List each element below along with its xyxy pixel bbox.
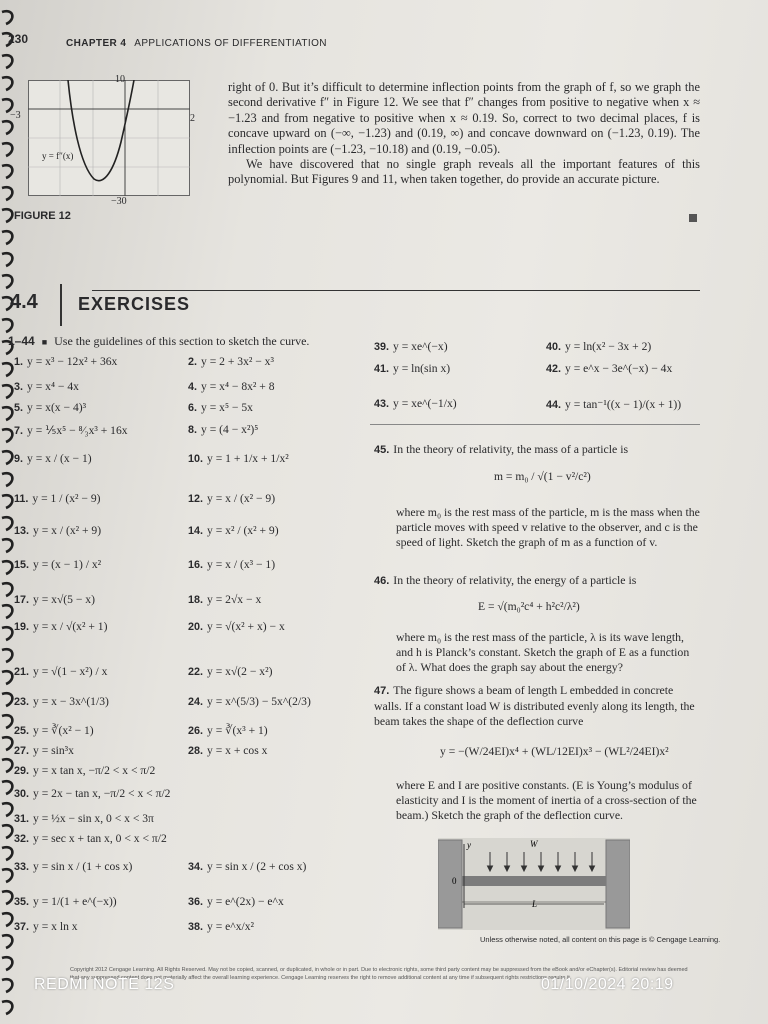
exercise-item	[188, 695, 311, 708]
exercise-equation: y = ∛(x² − 1)	[33, 724, 94, 737]
exercise-equation: y = x / (x − 1)	[27, 452, 92, 465]
paragraph-2: We have discovered that no single graph reveals all the important features of this polynomial. But Figures 9 and 11, when taken together, do provide an accurate picture.	[228, 157, 700, 187]
exercise-item	[188, 380, 275, 393]
datetime-watermark: 01/10/2024 20:19	[541, 976, 674, 993]
exercise-item	[14, 524, 101, 537]
exercise-number: 23.	[14, 696, 30, 708]
problem-47-formula: y = −(W/24EI)x⁴ + (WL/12EI)x³ − (WL²/24EI)x²	[440, 745, 669, 758]
problem-46	[374, 573, 700, 589]
exercise-item	[14, 558, 101, 571]
exercise-equation: y = xe^(−1/x)	[393, 397, 457, 410]
exercise-number: 21.	[14, 666, 30, 678]
exercise-number: 5.	[14, 402, 24, 414]
exercise-number: 19.	[14, 621, 30, 633]
exercise-equation: y = e^(2x) − e^x	[207, 895, 284, 908]
body-text	[228, 80, 700, 188]
exercise-number: 24.	[188, 696, 204, 708]
exercise-number: 22.	[188, 666, 204, 678]
exercise-equation: y = x⁴ − 4x	[27, 380, 79, 393]
exercise-equation: y = x(x − 4)³	[27, 401, 87, 414]
exercise-item	[14, 452, 92, 465]
exercise-number: 18.	[188, 594, 204, 606]
page-number: 230	[8, 32, 29, 46]
problem-46-number: 46.	[374, 575, 390, 587]
exercise-item	[188, 895, 284, 908]
exercise-item	[14, 832, 167, 845]
exercise-equation: y = sin x / (2 + cos x)	[207, 860, 307, 873]
exercise-item	[14, 895, 117, 908]
x-min-label: −3	[10, 110, 21, 121]
problem-47	[374, 683, 700, 729]
exercise-item	[374, 397, 457, 410]
exercise-item	[14, 380, 79, 393]
problem-45	[374, 442, 700, 458]
exercise-item	[188, 401, 253, 414]
exercise-number: 40.	[546, 341, 562, 353]
problem-46-formula: E = √(m₀²c⁴ + h²c²/λ²)	[478, 600, 580, 613]
beam-y-label: y	[467, 840, 471, 850]
exercise-equation: y = x − 3x^(1/3)	[33, 695, 109, 708]
exercise-number: 28.	[188, 745, 204, 757]
exercise-number: 13.	[14, 525, 30, 537]
exercise-equation: y = x⁴ − 8x² + 8	[201, 380, 275, 393]
section-rule	[92, 290, 700, 291]
exercise-number: 2.	[188, 356, 198, 368]
exercise-equation: y = x⁵ − 5x	[201, 401, 253, 414]
exercise-equation: y = x ln x	[33, 920, 78, 933]
exercise-equation: y = x^(5/3) − 5x^(2/3)	[207, 695, 311, 708]
exercise-equation: y = x tan x, −π/2 < x < π/2	[33, 764, 156, 777]
exercise-equation: y = ⅕x⁵ − ⁸⁄₃x³ + 16x	[27, 424, 128, 437]
exercise-item	[14, 423, 128, 437]
exercise-item	[188, 723, 268, 737]
exercise-equation: y = x / (x² − 9)	[207, 492, 276, 505]
exercise-number: 27.	[14, 745, 30, 757]
exercise-equation: y = e^x − 3e^(−x) − 4x	[565, 362, 673, 375]
beam-figure	[438, 838, 630, 930]
exercise-item	[14, 695, 109, 708]
exercise-number: 32.	[14, 833, 30, 845]
exercise-item	[188, 744, 267, 757]
exercise-item	[14, 920, 78, 933]
exercise-item	[188, 620, 285, 633]
exercise-number: 25.	[14, 725, 30, 737]
problem-47-text: where E and I are positive constants. (E is Young’s modulus of elasticity and I is the moment of inertia of a cross-section of the beam.) Sketch the graph of the deflection curve.	[396, 778, 697, 822]
section-title: EXERCISES	[78, 294, 191, 314]
exercise-number: 20.	[188, 621, 204, 633]
exercise-item	[14, 860, 132, 873]
exercise-equation: y = sin³x	[33, 744, 74, 757]
problem-47-number: 47.	[374, 685, 390, 697]
section-number: 4.4	[10, 291, 38, 313]
exercise-number: 12.	[188, 493, 204, 505]
beam-w-label: W	[530, 839, 538, 849]
exercise-equation: y = x² / (x² + 9)	[207, 524, 279, 537]
exercise-equation: y = ½x − sin x, 0 < x < 3π	[33, 812, 154, 825]
problem-45-formula: m = m₀ / √(1 − v²/c²)	[494, 470, 591, 483]
exercise-number: 6.	[188, 402, 198, 414]
exercise-equation: y = x / (x³ − 1)	[207, 558, 276, 571]
exercise-equation: y = 2x − tan x, −π/2 < x < π/2	[33, 787, 171, 800]
chapter-title: APPLICATIONS OF DIFFERENTIATION	[134, 38, 327, 49]
copyright-footer: Copyright 2012 Cengage Learning. All Rights Reserved. May not be copied, scanned, or duplicated, in whole or in part. Due to electronic rights, some third party content may be suppressed from the eBook and/or eChapter(s). Editorial review has deemed that any suppressed content does not materially affect the overall learning experience. Cengage Learning reserves the right to remove additional content at any time if subsequent rights restrictions require it.	[70, 967, 688, 981]
exercises-intro: 1–44 ■ Use the guidelines of this section to sketch the curve.	[8, 334, 310, 348]
exercise-equation: y = ln(sin x)	[393, 362, 451, 375]
exercise-item	[14, 764, 155, 777]
left-wall	[438, 840, 462, 928]
beam	[462, 876, 606, 886]
curve-label: y = f″(x)	[42, 151, 74, 161]
exercise-number: 37.	[14, 921, 30, 933]
exercise-item	[188, 355, 274, 368]
exercise-item	[546, 340, 651, 353]
exercise-item	[188, 593, 261, 606]
exercise-number: 1.	[14, 356, 24, 368]
exercise-number: 10.	[188, 453, 204, 465]
exercise-range: 1–44	[8, 334, 35, 348]
exercise-item	[188, 492, 275, 505]
content-credit: Unless otherwise noted, all content on this page is © Cengage Learning.	[480, 935, 721, 944]
problem-46-intro: In the theory of relativity, the energy of a particle is	[393, 573, 637, 587]
exercise-item	[14, 620, 107, 633]
exercise-item	[188, 452, 289, 465]
exercise-equation: y = 2 + 3x² − x³	[201, 355, 274, 368]
exercise-number: 31.	[14, 813, 30, 825]
right-wall	[606, 840, 630, 928]
exercise-equation: y = x / √(x² + 1)	[33, 620, 108, 633]
exercise-number: 15.	[14, 559, 30, 571]
exercise-number: 3.	[14, 381, 24, 393]
exercise-number: 16.	[188, 559, 204, 571]
exercise-equation: y = √(1 − x²) / x	[33, 665, 108, 678]
exercise-rule	[370, 424, 700, 425]
exercise-item	[546, 362, 672, 375]
exercise-item	[14, 593, 95, 606]
end-of-example-mark	[689, 214, 697, 222]
exercise-item	[188, 860, 306, 873]
exercise-equation: y = sin x / (1 + cos x)	[33, 860, 133, 873]
problem-45-number: 45.	[374, 444, 390, 456]
exercise-equation: y = sec x + tan x, 0 < x < π/2	[33, 832, 167, 845]
exercise-equation: y = e^x/x²	[207, 920, 255, 933]
exercise-number: 38.	[188, 921, 204, 933]
exercise-equation: y = (4 − x²)⁵	[201, 423, 259, 436]
exercise-equation: y = x + cos x	[207, 744, 268, 757]
exercise-equation: y = 1 / (x² − 9)	[32, 492, 101, 505]
paragraph-1: right of 0. But it’s difficult to determine inflection points from the graph of f, so we graph the second derivative f″ in Figure 12. We see that f″ changes from positive to negative when x ≈ −1.23 and from negative to positive when x ≈ 0.19. So, correct to two decimal places, f is concave upward on (−∞, −1.23) and (0.19, ∞) and concave downward on (−1.23, 0.19). The inflection points are (−1.23, −10.18) and (0.19, −0.05).	[228, 80, 700, 156]
exercise-number: 4.	[188, 381, 198, 393]
chapter-number: CHAPTER 4	[66, 38, 127, 49]
exercise-number: 9.	[14, 453, 24, 465]
exercise-number: 29.	[14, 765, 30, 777]
exercise-number: 14.	[188, 525, 204, 537]
exercise-number: 30.	[14, 788, 30, 800]
exercise-number: 36.	[188, 896, 204, 908]
exercise-item	[188, 665, 272, 678]
exercise-number: 42.	[546, 363, 562, 375]
exercise-item	[188, 558, 275, 571]
exercise-item	[14, 401, 86, 414]
beam-origin-label: 0	[452, 876, 457, 886]
chapter-header	[66, 38, 327, 49]
exercise-equation: y = ∛(x³ + 1)	[207, 724, 268, 737]
exercise-number: 39.	[374, 341, 390, 353]
exercise-item	[14, 812, 154, 825]
exercise-item	[14, 744, 74, 757]
problem-45-intro: In the theory of relativity, the mass of a particle is	[393, 442, 629, 456]
exercise-number: 11.	[14, 493, 29, 505]
exercise-equation: y = √(x² + x) − x	[207, 620, 285, 633]
exercise-equation: y = ln(x² − 3x + 2)	[565, 340, 652, 353]
x-max-label: 2	[190, 113, 195, 124]
second-derivative-graph	[28, 80, 190, 196]
exercise-item	[14, 665, 107, 678]
figure-label: FIGURE 12	[14, 210, 71, 222]
exercise-item	[188, 423, 258, 436]
exercise-item	[188, 920, 254, 933]
exercise-number: 8.	[188, 424, 198, 436]
y-min-label: −30	[111, 196, 127, 207]
exercise-equation: y = (x − 1) / x²	[33, 558, 102, 571]
exercise-number: 33.	[14, 861, 30, 873]
device-watermark: REDMI NOTE 12S	[34, 976, 175, 993]
exercise-equation: y = 2√x − x	[207, 593, 262, 606]
exercise-equation: y = x√(5 − x)	[33, 593, 95, 606]
exercise-item	[14, 492, 101, 505]
beam-length-label: L	[532, 899, 538, 909]
exercise-item	[546, 397, 681, 411]
exercise-item	[188, 524, 279, 537]
exercise-item	[14, 787, 170, 800]
exercise-equation: y = tan⁻¹((x − 1)/(x + 1))	[565, 398, 682, 411]
exercise-equation: y = x³ − 12x² + 36x	[27, 355, 118, 368]
exercise-equation: y = xe^(−x)	[393, 340, 448, 353]
exercise-number: 41.	[374, 363, 390, 375]
intro-text: Use the guidelines of this section to sketch the curve.	[54, 334, 310, 348]
exercise-number: 7.	[14, 425, 24, 437]
exercise-equation: y = 1/(1 + e^(−x))	[33, 895, 117, 908]
exercise-item	[14, 723, 94, 737]
exercise-item	[374, 362, 450, 375]
exercise-item	[14, 355, 117, 368]
exercise-number: 43.	[374, 398, 390, 410]
exercise-equation: y = x / (x² + 9)	[33, 524, 102, 537]
exercise-number: 34.	[188, 861, 204, 873]
exercise-number: 26.	[188, 725, 204, 737]
exercise-number: 44.	[546, 399, 562, 411]
y-max-label: 10	[115, 74, 125, 85]
problem-47-intro: The figure shows a beam of length L embedded in concrete walls. If a constant load W is distributed evenly along its length, the beam takes the shape of the deflection curve	[374, 683, 695, 728]
exercise-equation: y = x√(2 − x²)	[207, 665, 273, 678]
exercise-number: 35.	[14, 896, 30, 908]
exercise-item	[374, 340, 448, 353]
problem-46-text: where m₀ is the rest mass of the particle, λ is its wave length, and h is Planck’s constant. Sketch the graph of E as a function of λ. What does the graph say about the energy?	[396, 630, 690, 674]
section-divider	[60, 284, 62, 326]
exercise-number: 17.	[14, 594, 30, 606]
problem-45-text: where m₀ is the rest mass of the particle, m is the mass when the particle moves with speed v relative to the observer, and c is the speed of light. Sketch the graph of m as a function of v.	[396, 505, 700, 549]
exercise-equation: y = 1 + 1/x + 1/x²	[207, 452, 289, 465]
